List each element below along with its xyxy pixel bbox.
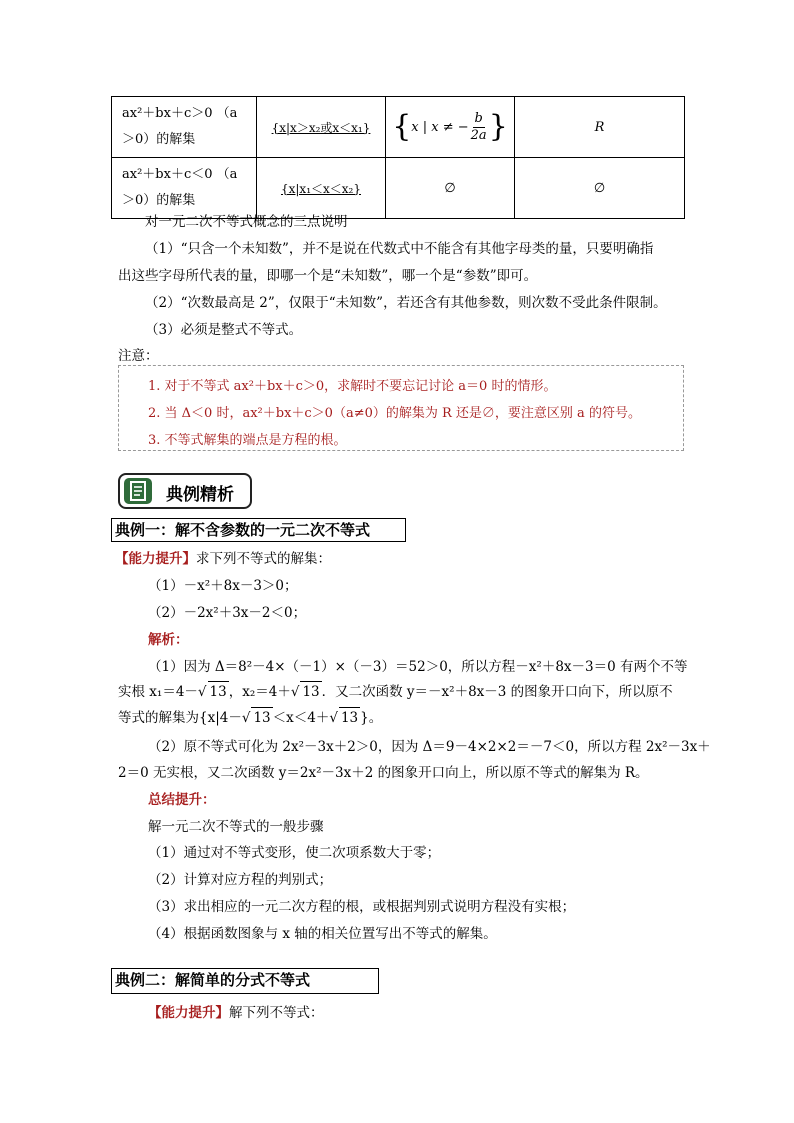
banner-title: 典例精析 xyxy=(166,485,234,505)
section-banner xyxy=(118,473,252,509)
ability-tag: 【能力提升】 xyxy=(115,551,196,567)
summary-label: 总结提升： xyxy=(148,792,216,808)
example-title: 典例二：解简单的分式不等式 xyxy=(115,971,311,989)
document-icon xyxy=(124,478,152,504)
solution-line: （1）因为 Δ＝8²－4×（－1）×（－3）＝52＞0，所以方程－x²＋8x－3＝0 有两个不等 xyxy=(148,659,688,675)
delta-negative-cell xyxy=(515,97,685,158)
example-prompt xyxy=(148,1003,324,1023)
summary-title: 解一元二次不等式的一般步骤 xyxy=(148,819,324,835)
note-item: 3. 不等式解集的端点是方程的根。 xyxy=(148,433,347,448)
solution-set: { x | x ≠ − $\frac{b}{2a}$ } xyxy=(392,109,508,144)
fraction-numerator: b xyxy=(474,110,483,126)
solution-line: （2）原不等式可化为 2x²－3x＋2＞0，因为 Δ＝9－4×2×2＝－7＜0，所以方程 2x²－3x＋ xyxy=(148,739,711,755)
question-item: （2）－2x²＋3x－2＜0； xyxy=(148,605,307,621)
concept-paragraph: （3）必须是整式不等式。 xyxy=(145,322,303,338)
table-row xyxy=(112,158,685,219)
note-item: 2. 当 Δ＜0 时，ax²＋bx＋c＞0（a≠0）的解集为 R 还是∅，要注意区别 a 的符号。 xyxy=(148,406,641,421)
example-heading xyxy=(111,968,379,994)
summary-step: （3）求出相应的一元二次方程的根，或根据判别式说明方程没有实根； xyxy=(148,899,576,915)
delta-positive-cell xyxy=(257,97,386,158)
note-item: 1. 对于不等式 ax²＋bx＋c＞0，求解时不要忘记讨论 a＝0 时的情形。 xyxy=(148,379,557,394)
solution-set: ∅ xyxy=(444,180,456,196)
summary-step: （1）通过对不等式变形，使二次项系数大于零； xyxy=(148,845,441,861)
solution-line: 等式的解集为{x|4－√ 13 ＜x＜4＋√ 13 }。 xyxy=(118,707,382,728)
condition-line: ax²＋bx＋c＜0 （a xyxy=(122,167,238,182)
fraction-denominator: 2a xyxy=(470,127,487,143)
concept-paragraph: （2）“次数最高是 2”，仅限于“未知数”，若还含有其他参数，则次数不受此条件限制。 xyxy=(145,295,667,311)
condition-line: ax²＋bx＋c＞0 （a xyxy=(122,106,238,121)
delta-zero-cell xyxy=(386,158,515,219)
condition-line: ＞0）的解集 xyxy=(122,132,196,147)
concept-title: 对一元二次不等式概念的三点说明 xyxy=(145,214,348,230)
condition-line: ＞0）的解集 xyxy=(122,193,196,208)
fraction xyxy=(471,111,487,144)
solution-line: 实根 x₁＝4－√ 13 ，x₂＝4＋√ 13 ．又二次函数 y＝－x²＋8x－3 的图象开口向下，所以原不 xyxy=(118,681,673,702)
condition-cell xyxy=(112,97,257,158)
solution-set: ∅ xyxy=(593,180,606,196)
prompt-text: 求下列不等式的解集： xyxy=(196,551,331,567)
solution-set: {x|x＞x₂或x＜x₁} xyxy=(271,120,371,135)
example-heading xyxy=(111,518,406,542)
solution-table xyxy=(111,96,685,219)
delta-positive-cell xyxy=(257,158,386,219)
concept-paragraph: 出这些字母所代表的量，即哪一个是“未知数”，哪一个是“参数”即可。 xyxy=(118,268,538,284)
condition-cell xyxy=(112,158,257,219)
table-row xyxy=(112,97,685,158)
set-expression: x | x ≠ − xyxy=(411,119,469,135)
concept-paragraph: （1）“只含一个未知数”，并不是说在代数式中不能含有其他字母类的量，只要明确指 xyxy=(145,241,654,257)
solution-set: {x|x₁＜x＜x₂} xyxy=(280,181,361,196)
ability-tag: 【能力提升】 xyxy=(148,1005,229,1021)
question-item: （1）－x²＋8x－3＞0； xyxy=(148,578,298,594)
analysis-label: 解析： xyxy=(148,632,189,648)
note-label: 注意： xyxy=(118,348,159,364)
example-title: 典例一：解不含参数的一元二次不等式 xyxy=(115,521,371,539)
solution-line: 2＝0 无实根，又二次函数 y＝2x²－3x＋2 的图象开口向上，所以原不等式的解集为 R。 xyxy=(118,765,649,781)
solution-set: R xyxy=(594,119,605,135)
prompt-text: 解下列不等式： xyxy=(229,1005,324,1021)
example-prompt xyxy=(115,549,331,569)
summary-step: （4）根据函数图象与 x 轴的相关位置写出不等式的解集。 xyxy=(148,926,497,942)
summary-step: （2）计算对应方程的判别式； xyxy=(148,872,333,888)
delta-negative-cell xyxy=(515,158,685,219)
delta-zero-cell xyxy=(386,97,515,158)
